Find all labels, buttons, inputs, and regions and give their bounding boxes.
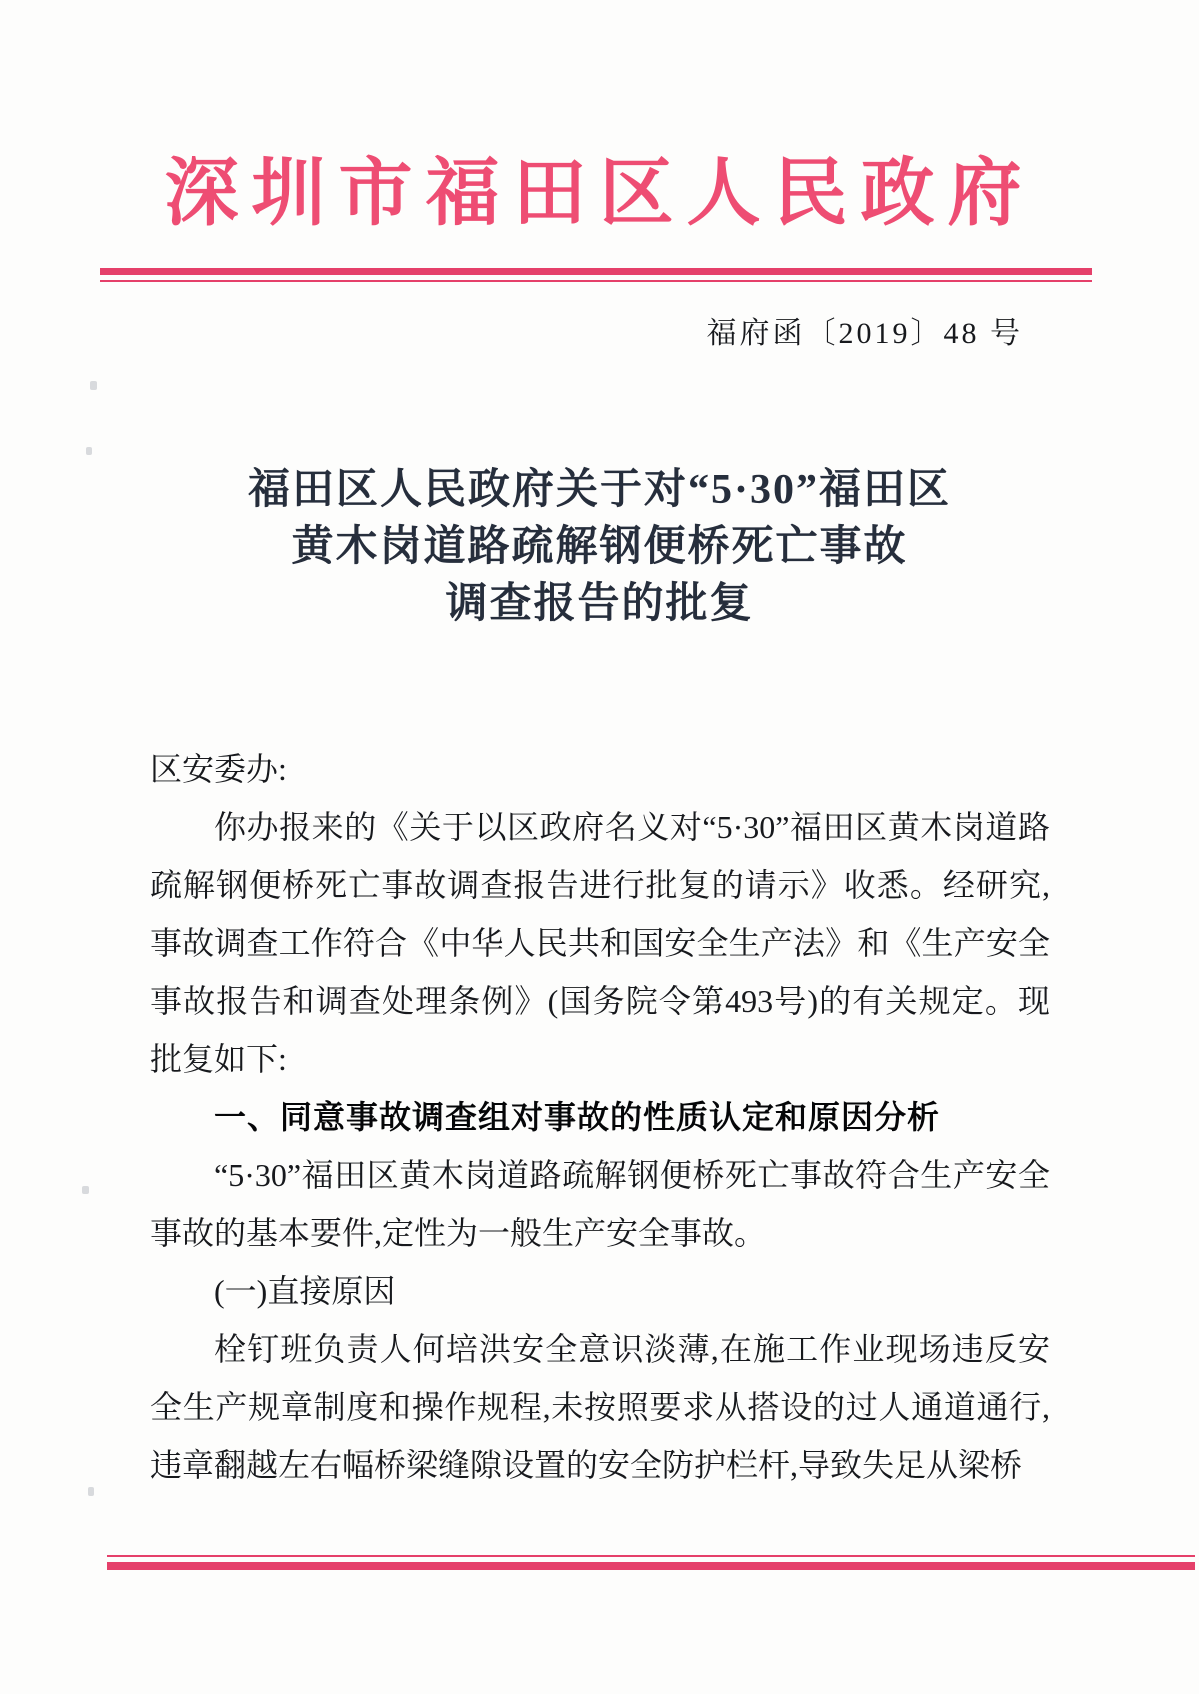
scan-artifact <box>86 447 92 455</box>
scan-artifact <box>82 1186 89 1194</box>
document-title-line-2: 黄木岗道路疏解钢便桥死亡事故 <box>291 524 908 570</box>
scan-artifact <box>88 1487 94 1496</box>
salutation: 区安委办: <box>150 751 287 787</box>
document-body <box>150 740 1050 1494</box>
document-title <box>0 462 1199 633</box>
document-title-line-1: 福田区人民政府关于对“5·30”福田区 <box>247 467 951 513</box>
paragraph-accident-classification: “5·30”福田区黄木岗道路疏解钢便桥死亡事故符合生产安全事故的基本要件,定性为一般生产安全事故。 <box>150 1157 1050 1251</box>
letterhead-rule-thick <box>100 268 1092 275</box>
letterhead-title: 深圳市福田区人民政府 <box>164 153 1035 235</box>
subsection-heading-direct-cause: (一)直接原因 <box>214 1273 396 1309</box>
document-title-line-3: 调查报告的批复 <box>445 581 754 627</box>
letterhead-rule-thin <box>100 280 1092 282</box>
document-number: 福府函〔2019〕48 号 <box>706 317 1023 350</box>
section-heading-1: 一、同意事故调查组对事故的性质认定和原因分析 <box>214 1099 941 1135</box>
scan-artifact <box>90 381 97 390</box>
footer-rule-thick <box>107 1562 1195 1570</box>
footer-rule-thin <box>107 1555 1195 1557</box>
paragraph-request-received: 你办报来的《关于以区政府名义对“5·30”福田区黄木岗道路疏解钢便桥死亡事故调查报告进行批复的请示》收悉。经研究,事故调查工作符合《中华人民共和国安全生产法》和《生产安全事故报告和调查处理条例》(国务院令第493号)的有关规定。现批复如下: <box>150 809 1050 1077</box>
paragraph-direct-cause-detail: 栓钉班负责人何培洪安全意识淡薄,在施工作业现场违反安全生产规章制度和操作规程,未按照要求从搭设的过人通道通行,违章翻越左右幅桥梁缝隙设置的安全防护栏杆,导致失足从梁桥 <box>150 1331 1050 1483</box>
